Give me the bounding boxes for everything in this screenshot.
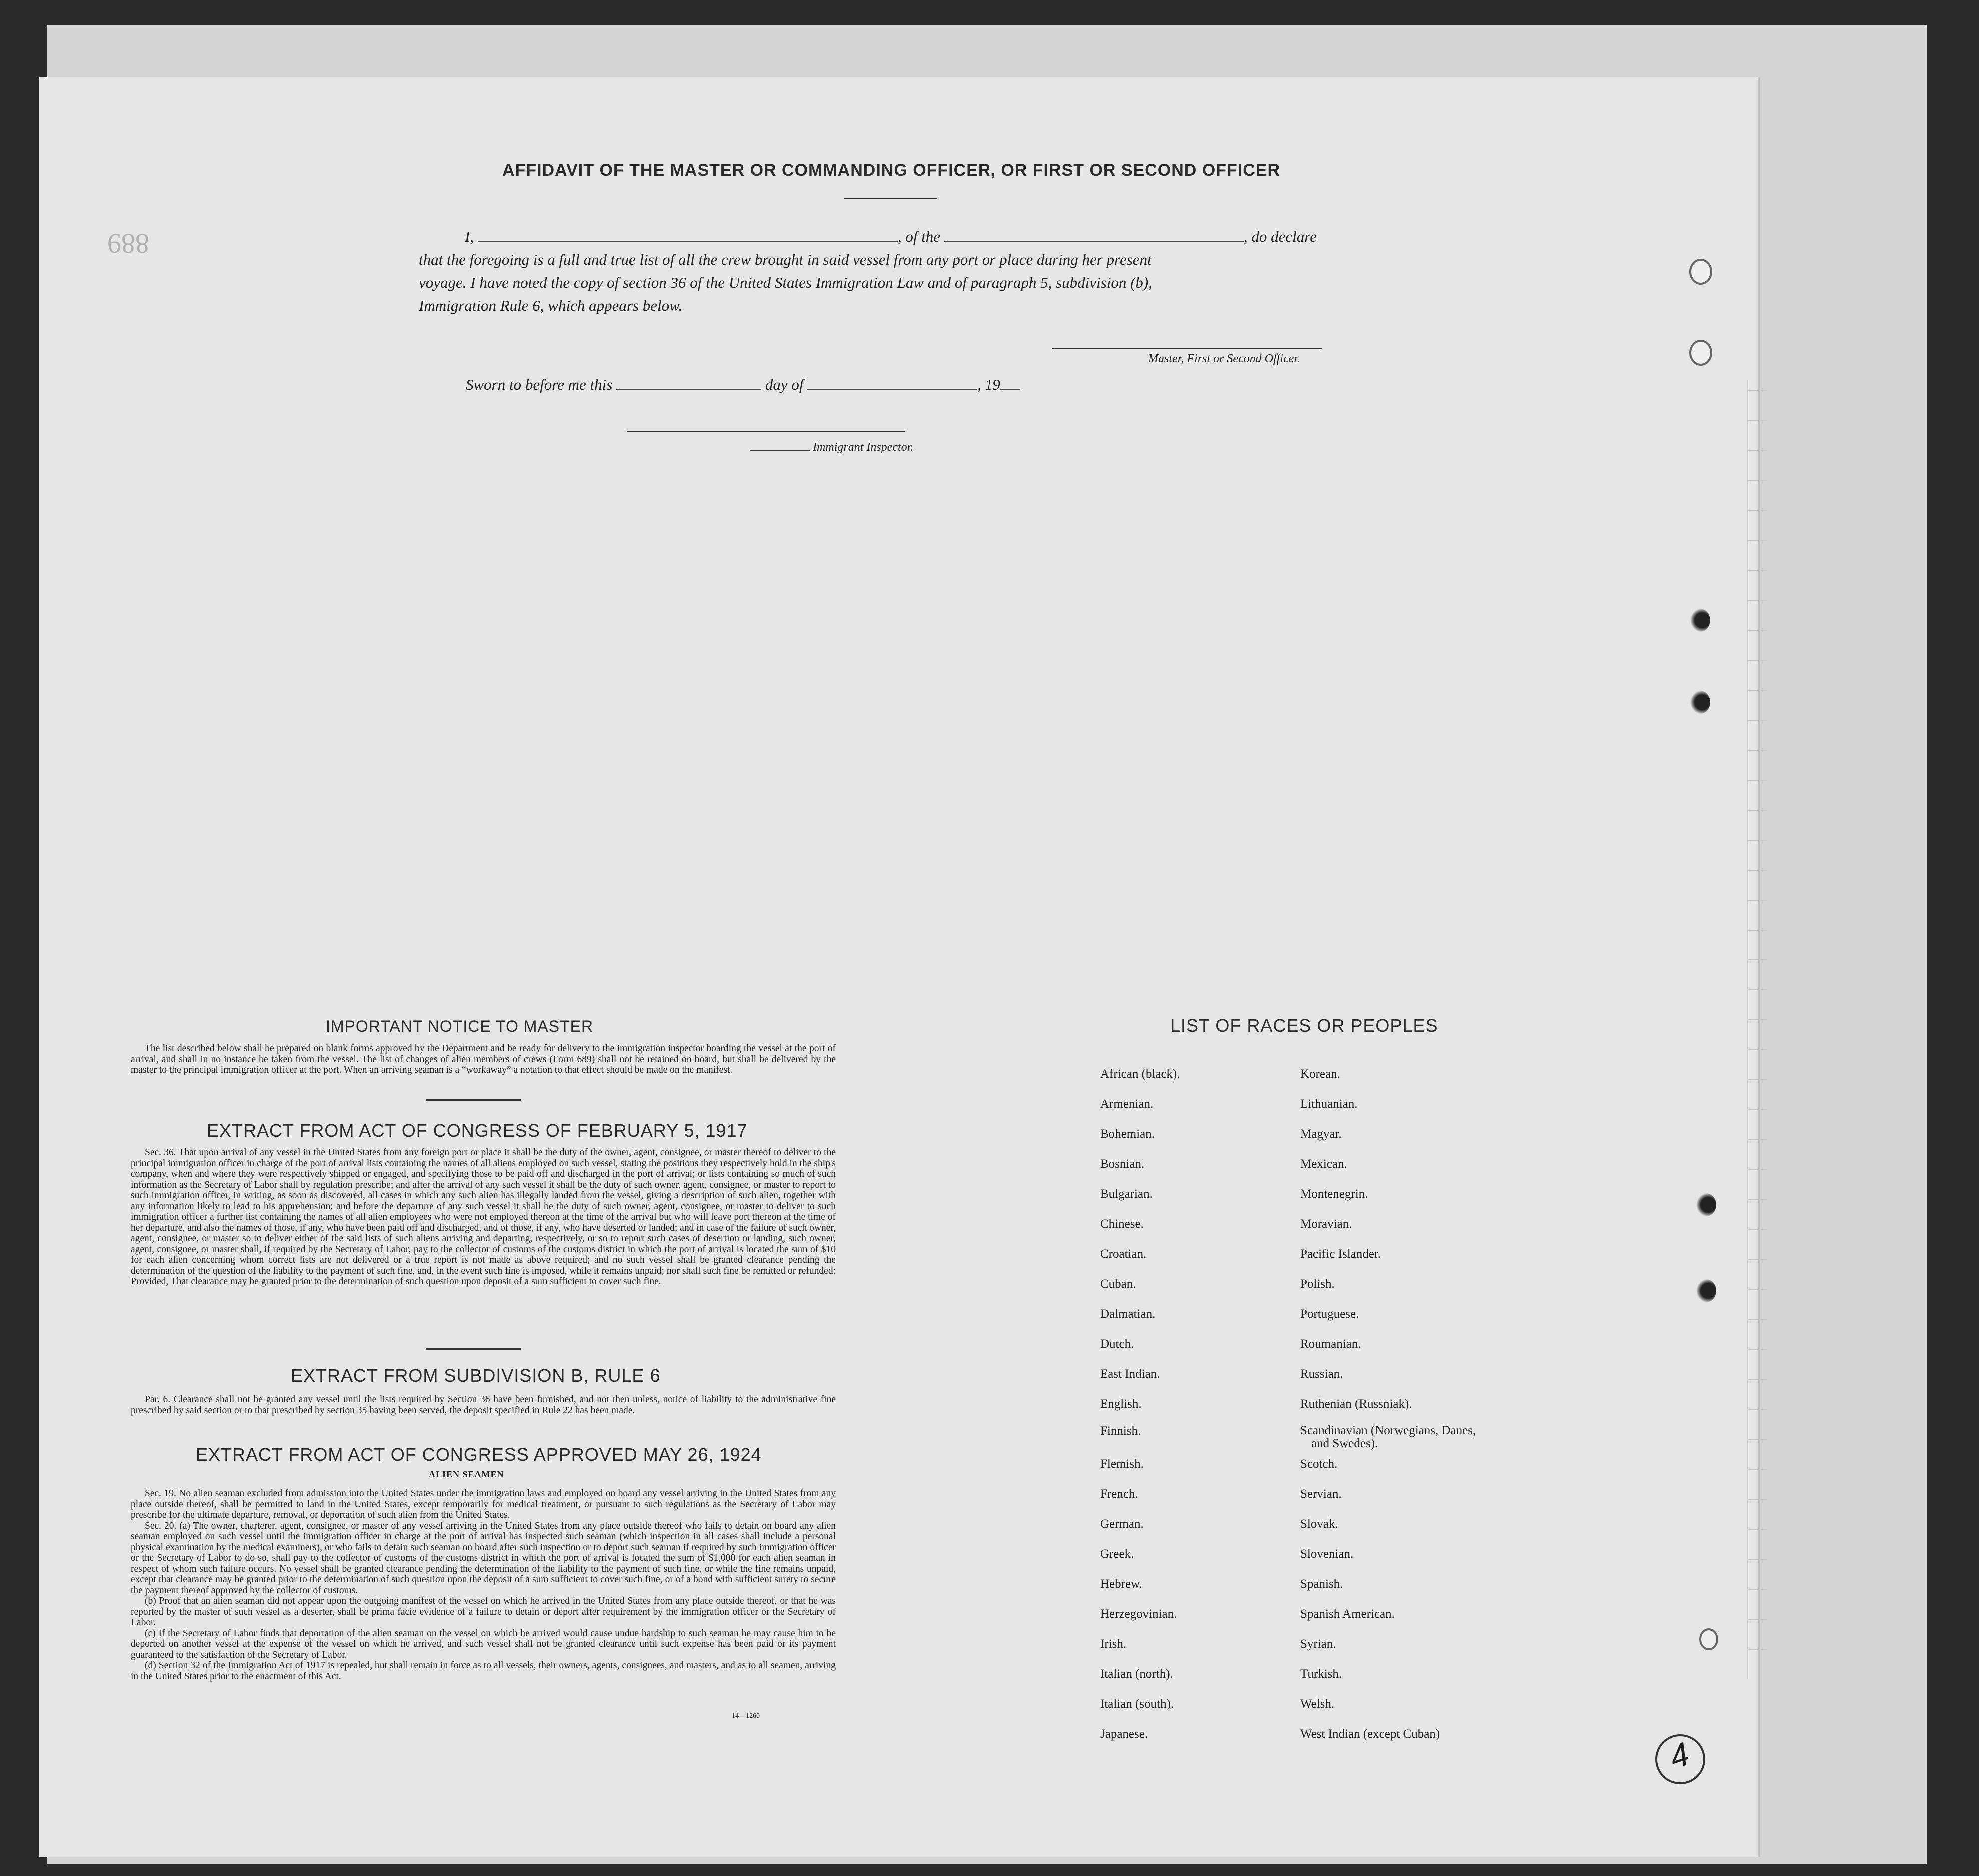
margin-tick	[1747, 1529, 1767, 1530]
margin-tick	[1747, 1439, 1767, 1440]
race-item: Dalmatian.	[1100, 1307, 1156, 1321]
race-item: Bosnian.	[1100, 1157, 1145, 1171]
affidavit-line-1: I, , of the , do declare	[465, 228, 1317, 245]
margin-tick	[1747, 1019, 1767, 1020]
races-title: LIST OF RACES OR PEOPLES	[1170, 1015, 1438, 1036]
race-item: German.	[1100, 1517, 1144, 1531]
race-item: East Indian.	[1100, 1367, 1160, 1381]
margin-tick	[1747, 1499, 1767, 1500]
race-item: Slovenian.	[1300, 1547, 1354, 1561]
race-item: Scotch.	[1300, 1457, 1338, 1471]
race-item: Welsh.	[1300, 1697, 1335, 1711]
affidavit-line-4: Immigration Rule 6, which appears below.	[419, 297, 683, 314]
margin-tick	[1747, 870, 1767, 871]
race-item: Italian (south).	[1100, 1697, 1174, 1711]
punch-hole	[1689, 340, 1712, 366]
margin-tick	[1747, 900, 1767, 901]
margin-tick	[1747, 1379, 1767, 1380]
race-item: Cuban.	[1100, 1277, 1136, 1291]
affidavit-title: AFFIDAVIT OF THE MASTER OR COMMANDING OFFICER, OR FIRST OR SECOND OFFICER	[502, 161, 1280, 180]
margin-line	[1747, 380, 1748, 1679]
race-item: Russian.	[1300, 1367, 1343, 1381]
margin-tick	[1747, 1559, 1767, 1560]
punch-hole	[1696, 1193, 1716, 1216]
act-1917-title: EXTRACT FROM ACT OF CONGRESS OF FEBRUARY 5, 1917	[207, 1120, 748, 1141]
race-item: Magyar.	[1300, 1127, 1342, 1141]
notice-title: IMPORTANT NOTICE TO MASTER	[326, 1017, 594, 1035]
punch-hole	[1690, 691, 1710, 714]
margin-tick	[1747, 480, 1767, 481]
punch-hole	[1696, 1279, 1716, 1302]
page-number: 4	[1665, 1735, 1694, 1776]
race-item: Servian.	[1300, 1487, 1342, 1501]
margin-tick	[1747, 1349, 1767, 1350]
race-item: Syrian.	[1300, 1637, 1336, 1651]
margin-tick	[1747, 1469, 1767, 1470]
margin-tick	[1747, 1079, 1767, 1080]
punch-hole	[1699, 1628, 1718, 1650]
section-rule	[426, 1348, 521, 1350]
race-item: Moravian.	[1300, 1217, 1352, 1231]
margin-tick	[1747, 1199, 1767, 1200]
margin-tick	[1747, 570, 1767, 571]
margin-tick	[1747, 510, 1767, 511]
race-item: Pacific Islander.	[1300, 1247, 1381, 1261]
race-item: Italian (north).	[1100, 1667, 1173, 1681]
margin-tick	[1747, 989, 1767, 990]
race-item: Greek.	[1100, 1547, 1134, 1561]
inspector-label: Immigrant Inspector.	[813, 441, 914, 454]
act-1924-text: Sec. 19. No alien seaman excluded from admission into the United States under the immigration laws and employed on board any vessel arriving in the United States from any place outside thereof, shall be permitted to land in the United States, except temporarily for medical treatment, or pursuant to such regulations as the Secretary of Labor may prescribe for the ultimate departure, removal, or deportation of such alien from the United States. Sec. 20. (a) The owner, charterer, agent, consignee, or master of any vessel arriving in the United States from any place outside thereof who fails to detain on board any alien seaman employed on such vessel until the immigration officer in charge at the port of arrival has inspected such seaman (which inspection in all cases shall include a personal physical examination by the medical examiners), or who fails to detain such seaman on board after such inspection or to deport such seaman if required by such immigration officer or the Secretary of Labor to do so, shall pay to the collector of customs of the customs district in which the port of arrival is located the sum of $1,000 for each alien seaman in respect of whom such failure occurs. No vessel shall be granted clearance pending the determination of the liability to the payment of such fine, or while the fine remains unpaid, except that clearance may be granted prior to the determination of such question upon the deposit of a sum sufficient to cover such fine, or of a bond with sufficient surety to secure the payment thereof approved by the collector of customs. (b) Proof that an alien seaman did not appear upon the outgoing manifest of the vessel on which he arrived in the United States from any place outside thereof, or that he was reported by the master of such vessel as a deserter, shall be prima facie evidence of a failure to detain or deport after requirement by the immigration officer or the Secretary of Labor. (c) If the Secretary of Labor finds that deportation of the alien seaman on the vessel on which he arrived would cause undue hardship to such seaman he may cause him to be deported on another vessel at the expense of the vessel on which he arrived, and such vessel shall not be granted clearance until such expense has been paid or its payment guaranteed to the satisfaction of the Secretary of Labor. (d) Section 32 of the Immigration Act of 1917 is repealed, but shall remain in force as to all vessels, their owners, agents, consignees, and masters, and as to all seamen, arriving in the United States prior to the enactment of this Act.	[131, 1488, 836, 1682]
race-item: Herzegovinian.	[1100, 1607, 1177, 1621]
race-item: Bohemian.	[1100, 1127, 1155, 1141]
margin-tick	[1747, 810, 1767, 811]
margin-tick	[1747, 1259, 1767, 1260]
margin-tick	[1747, 1319, 1767, 1320]
margin-tick	[1747, 1169, 1767, 1170]
margin-tick	[1747, 630, 1767, 631]
affidavit-line-3: voyage. I have noted the copy of section 36 of the United States Immigration Law and of paragraph 5, subdivision (b),	[419, 274, 1152, 291]
race-item: Montenegrin.	[1300, 1187, 1368, 1201]
margin-tick	[1747, 600, 1767, 601]
inspector-line	[750, 441, 913, 454]
margin-tick	[1747, 1589, 1767, 1590]
margin-tick	[1747, 840, 1767, 841]
race-item: French.	[1100, 1487, 1138, 1501]
race-item: Ruthenian (Russniak).	[1300, 1397, 1412, 1411]
margin-tick	[1747, 780, 1767, 781]
master-signature-line[interactable]	[1052, 348, 1322, 349]
race-item: Mexican.	[1300, 1157, 1347, 1171]
margin-tick	[1747, 540, 1767, 541]
act-1924-subtitle: ALIEN SEAMEN	[429, 1469, 504, 1479]
punch-hole	[1690, 609, 1710, 632]
margin-tick	[1747, 1289, 1767, 1290]
margin-tick	[1747, 1619, 1767, 1620]
race-item: Lithuanian.	[1300, 1097, 1358, 1111]
race-item: Finnish.	[1100, 1424, 1141, 1438]
act-1924-title: EXTRACT FROM ACT OF CONGRESS APPROVED MAY 26, 1924	[196, 1444, 762, 1465]
punch-hole	[1689, 259, 1712, 285]
title-rule	[844, 198, 937, 199]
affidavit-line-2: that the foregoing is a full and true list of all the crew brought in said vessel from any port or place during her present	[419, 251, 1152, 268]
race-item: Bulgarian.	[1100, 1187, 1153, 1201]
notice-text: The list described below shall be prepared on blank forms approved by the Department and be ready for delivery to the immigration inspector boarding the vessel at the port of arrival, and shall in no instance be taken from the vessel. The list of changes of alien members of crews (Form 689) shall not be retained on board, but shall be delivered by the master to the principal immigration officer at the port. When an arriving seaman is a “workaway” a notation to that effect should be made on the manifest.	[131, 1043, 836, 1075]
race-item: Spanish American.	[1300, 1607, 1395, 1621]
sworn-year-field[interactable]	[1000, 377, 1020, 390]
master-signature-label: Master, First or Second Officer.	[1148, 352, 1300, 365]
rule-6-title: EXTRACT FROM SUBDIVISION B, RULE 6	[291, 1365, 661, 1386]
inspector-signature-line[interactable]	[627, 431, 905, 432]
sworn-month-field[interactable]	[807, 377, 977, 390]
sworn-day-field[interactable]	[616, 377, 761, 390]
race-item: Irish.	[1100, 1637, 1127, 1651]
race-item: Slovak.	[1300, 1517, 1338, 1531]
race-item: Hebrew.	[1100, 1577, 1142, 1591]
section-rule	[426, 1099, 521, 1101]
margin-tick	[1747, 750, 1767, 751]
margin-tick	[1747, 450, 1767, 451]
margin-tick	[1747, 1139, 1767, 1140]
rule-6-text: Par. 6. Clearance shall not be granted any vessel until the lists required by Section 36 have been furnished, and not then unless, notice of liability to the administrative fine prescribed by said section or to that prescribed by section 35 having been served, the deposit specified in Rule 22 has been made.	[131, 1394, 836, 1416]
margin-tick	[1747, 420, 1767, 421]
margin-tick	[1747, 660, 1767, 661]
margin-tick	[1747, 1229, 1767, 1230]
race-item: Spanish.	[1300, 1577, 1343, 1591]
race-item: Scandinavian (Norwegians, Danes, and Swedes).	[1300, 1424, 1476, 1450]
sworn-line: Sworn to before me this day of , 19	[466, 376, 1020, 394]
act-1917-text: Sec. 36. That upon arrival of any vessel in the United States from any foreign port or place it shall be the duty of the owner, agent, consignee, or master thereof to deliver to the principal immigration officer in charge of the port of arrival lists containing the names of all aliens employed on such vessel, stating the positions they respectively hold in the ship's company, when and where they were respectively shipped or engaged, and specifying those to be paid off and discharged in the port of arrival; or lists containing so much of such information as the Secretary of Labor shall by regulation prescribe; and after the arrival of any such vessel it shall be the duty of such owner, agent, consignee, or master to report to such immigration officer, in writing, as soon as discovered, all cases in which any such alien has illegally landed from the vessel, giving a description of such alien, together with any information likely to lead to his apprehension; and before the departure of any such vessel it shall be the duty of such owner, agent, consignee, or master to deliver to such immigration officer a further list containing the names of all alien employees who were not employed thereon at the time of the arrival but who will leave port thereon at the time of her departure, and also the names of those, if any, who have been paid off and discharged, and of those, if any, who have deserted or landed; and in case of the failure of such owner, agent, consignee, or master so to deliver either of the said lists of such aliens arriving and departing, respectively, or so to report such cases of desertion or landing, such owner, agent, consignee, or master shall, if required by the Secretary of Labor, pay to the collector of customs of the customs district in which the port of arrival is located the sum of $10 for each alien concerning whom correct lists are not delivered or a true report is not made as above required; and no such vessel shall be granted clearance pending the determination of the question of the liability to the payment of such fine, and, in the event such fine is imposed, while it remains unpaid; nor shall such fine be remitted or refunded: Provided, That clearance may be granted prior to the determination of such question upon deposit of a sum sufficient to cover such fine.	[131, 1147, 836, 1287]
margin-number: 889	[107, 228, 149, 259]
margin-tick	[1747, 1649, 1767, 1650]
race-item: Armenian.	[1100, 1097, 1154, 1111]
margin-tick	[1747, 390, 1767, 391]
race-item: Portuguese.	[1300, 1307, 1359, 1321]
name-field[interactable]	[478, 229, 898, 242]
margin-tick	[1747, 1109, 1767, 1110]
race-item: Turkish.	[1300, 1667, 1342, 1681]
race-item: Korean.	[1300, 1067, 1340, 1081]
margin-tick	[1747, 1049, 1767, 1050]
margin-tick	[1747, 959, 1767, 960]
margin-tick	[1747, 690, 1767, 691]
margin-tick	[1747, 1409, 1767, 1410]
race-item: Croatian.	[1100, 1247, 1147, 1261]
race-item: Polish.	[1300, 1277, 1335, 1291]
race-item: English.	[1100, 1397, 1142, 1411]
race-item: African (black).	[1100, 1067, 1180, 1081]
margin-tick	[1747, 720, 1767, 721]
margin-tick	[1747, 930, 1767, 931]
vessel-field[interactable]	[944, 229, 1244, 242]
race-item: Flemish.	[1100, 1457, 1144, 1471]
form-number: 14—1260	[732, 1712, 760, 1720]
race-item: Chinese.	[1100, 1217, 1144, 1231]
race-item: Dutch.	[1100, 1337, 1134, 1351]
race-item: West Indian (except Cuban)	[1300, 1727, 1440, 1741]
race-item: Japanese.	[1100, 1727, 1148, 1741]
race-item: Roumanian.	[1300, 1337, 1361, 1351]
